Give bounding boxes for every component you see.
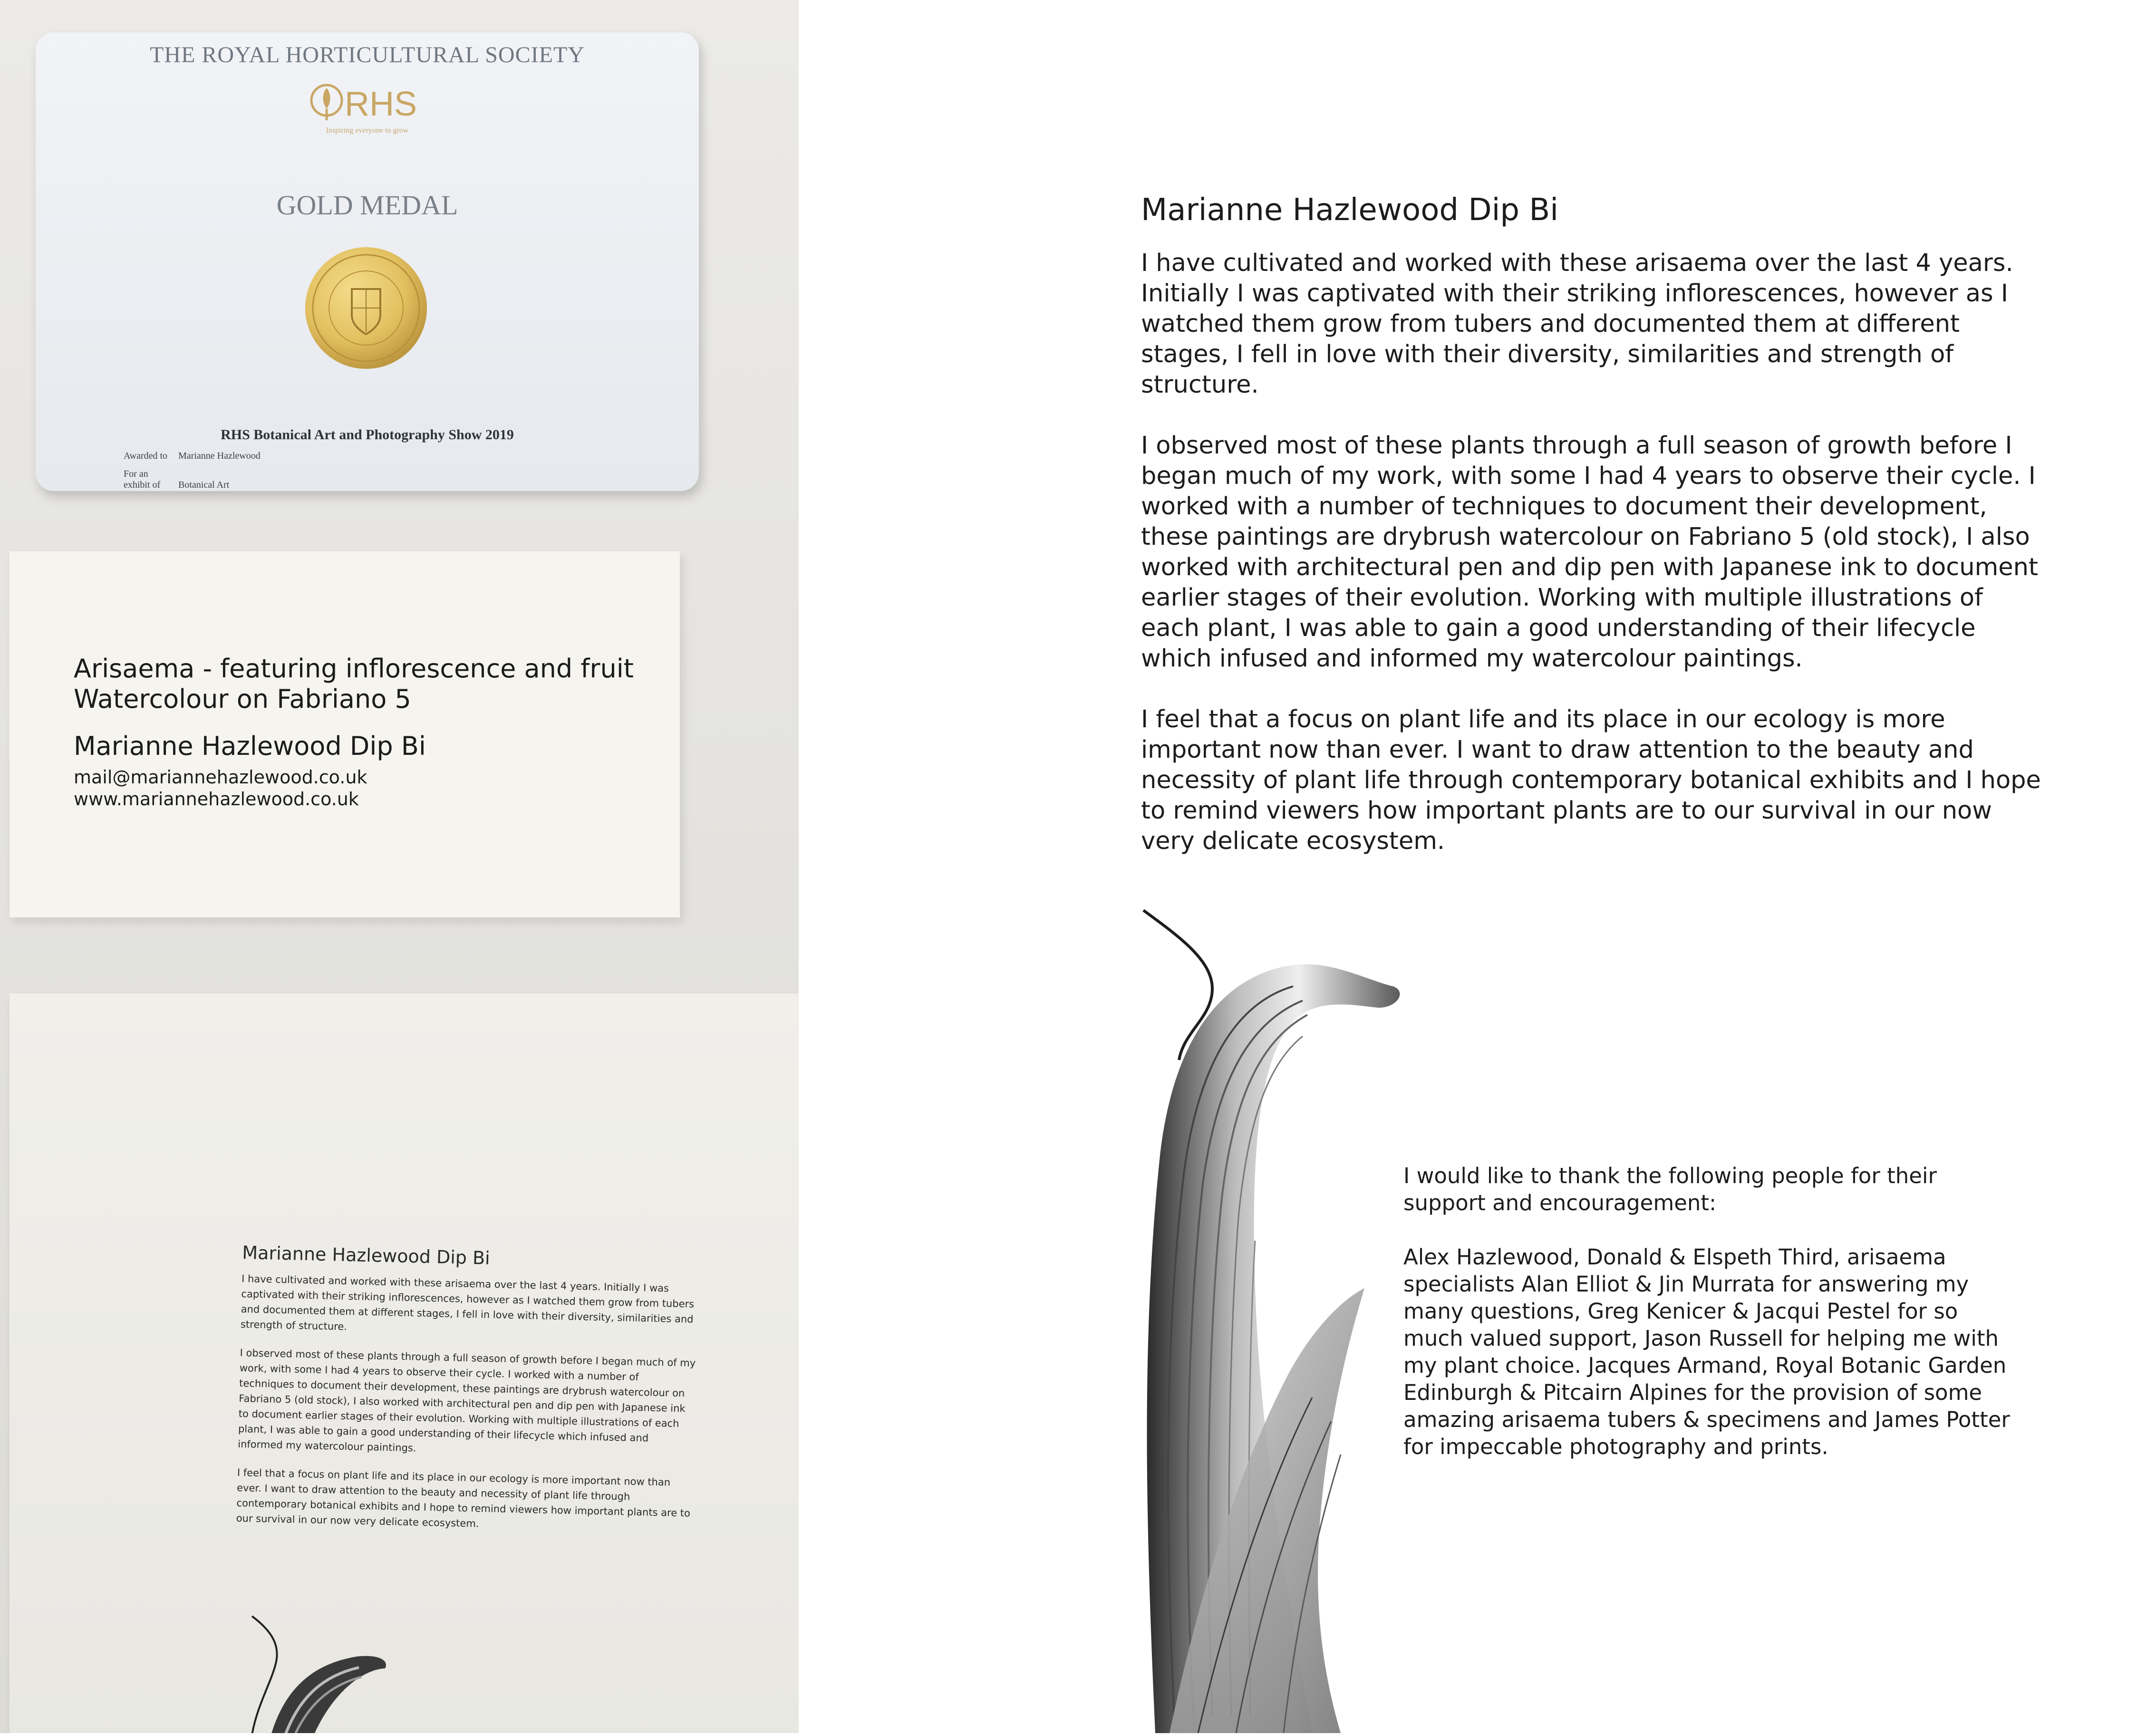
acknowledgements [1403, 1162, 2021, 1487]
artwork-title-line1: Arisaema - featuring inflorescence and fruit [74, 654, 634, 684]
exhibit-value: Botanical Art [178, 480, 230, 490]
awarded-to-label: Awarded to [124, 451, 168, 461]
gold-medal-seal [302, 244, 430, 375]
statement-paragraph-1: I have cultivated and worked with these arisaema over the last 4 years. Initially I was captivated with their striking inflorescences, however as I watched them grow from tubers and documented them at different stages, I fell in love with their diversity, similarities and strength of structure. [1141, 249, 2013, 399]
statement-card-photo [10, 993, 799, 1733]
award-title: GOLD MEDAL [276, 190, 458, 221]
artist-name: Marianne Hazlewood Dip Bi [74, 731, 426, 761]
rhs-logo [308, 77, 431, 132]
wall-photo [0, 0, 799, 1733]
show-name: RHS Botanical Art and Photography Show 2019 [221, 427, 514, 443]
exhibit-label: For an exhibit of [124, 469, 161, 490]
awarded-to-value: Marianne Hazlewood [178, 451, 261, 461]
mini-statement-title: Marianne Hazlewood Dip Bi [242, 1242, 491, 1269]
statement-title: Marianne Hazlewood Dip Bi [1141, 193, 1559, 228]
artwork-medium: Watercolour on Fabriano 5 [74, 684, 411, 714]
rhs-certificate-card [36, 32, 699, 491]
statement-body [1141, 248, 2044, 887]
rhs-logo-text: RHS [345, 85, 417, 123]
artwork-label-card [10, 551, 680, 917]
artist-email: mail@mariannehazlewood.co.uk [74, 767, 367, 788]
mini-paragraph: I observed most of these plants through a full season of growth before I began much of my work, with some I had 4 years to observe their cycle. I worked with a number of techniques to document their development, these paintings are drybrush watercolour on Fabriano 5 (old stock), I also worked with architectural pen and dip pen with Japanese ink to document earlier stages of their evolution. Working with multiple illustrations of each plant, I was able to gain a good understanding of their lifecycle which infused and informed my watercolour paintings. [238, 1347, 696, 1454]
awarded-to-row [124, 451, 261, 462]
artwork-title [74, 654, 634, 714]
exhibit-row [124, 469, 229, 491]
arisaema-illustration [1141, 908, 1407, 1735]
statement-paragraph-3: I feel that a focus on plant life and its place in our ecology is more important now than ever. I want to draw attention to the beauty and necessity of plant life through contemporary botanical exhibits and I hope to remind viewers how important plants are to our survival in our now very delicate ecosystem. [1141, 705, 2041, 855]
acknowledgements-body: Alex Hazlewood, Donald & Elspeth Third, arisaema specialists Alan Elliot & Jin Murrata for answering my many questions, Greg Kenicer & Jacqui Pestel for so much valued support, Jason Russell for helping me with my plant choice. Jacques Armand, Royal Botanic Garden Edinburgh & Pitcairn Alpines for the provision of some amazing arisaema tubers & specimens and James Potter for impeccable photography and prints. [1403, 1244, 2010, 1459]
statement-document [799, 0, 2156, 1733]
mini-paragraph: I feel that a focus on plant life and its place in our ecology is more important now than ever. I want to draw attention to the beauty and necessity of plant life through contemporary botanical exhibits and I hope to remind viewers how important plants are to our survival in our now very delicate ecosystem. [236, 1466, 691, 1530]
rhs-society-name: THE ROYAL HORTICULTURAL SOCIETY [150, 42, 585, 67]
statement-paragraph-2: I observed most of these plants through a full season of growth before I began much of my work, with some I had 4 years to observe their cycle. I worked with a number of techniques to document their development, these paintings are drybrush watercolour on Fabriano 5 (old stock), I also worked with architectural pen and dip pen with Japanese ink to document earlier stages of their evolution. Working with multiple illustrations of each plant, I was able to gain a good understanding of their lifecycle which infused and informed my watercolour paintings. [1141, 432, 2038, 673]
artist-contact [74, 766, 367, 810]
artist-website: www.mariannehazlewood.co.uk [74, 789, 359, 810]
mini-statement [236, 1241, 699, 1550]
rhs-tagline: Inspiring everyone to grow [326, 126, 409, 135]
acknowledgements-intro: I would like to thank the following people for their support and encouragement: [1403, 1163, 1937, 1215]
mini-plant-illustration [242, 1611, 399, 1733]
mini-paragraph: I have cultivated and worked with these arisaema over the last 4 years. Initially I was captivated with their striking inflorescences, however as I watched them grow from tubers and documented them at different stages, I fell in love with their diversity, similarities and strength of structure. [240, 1272, 695, 1333]
